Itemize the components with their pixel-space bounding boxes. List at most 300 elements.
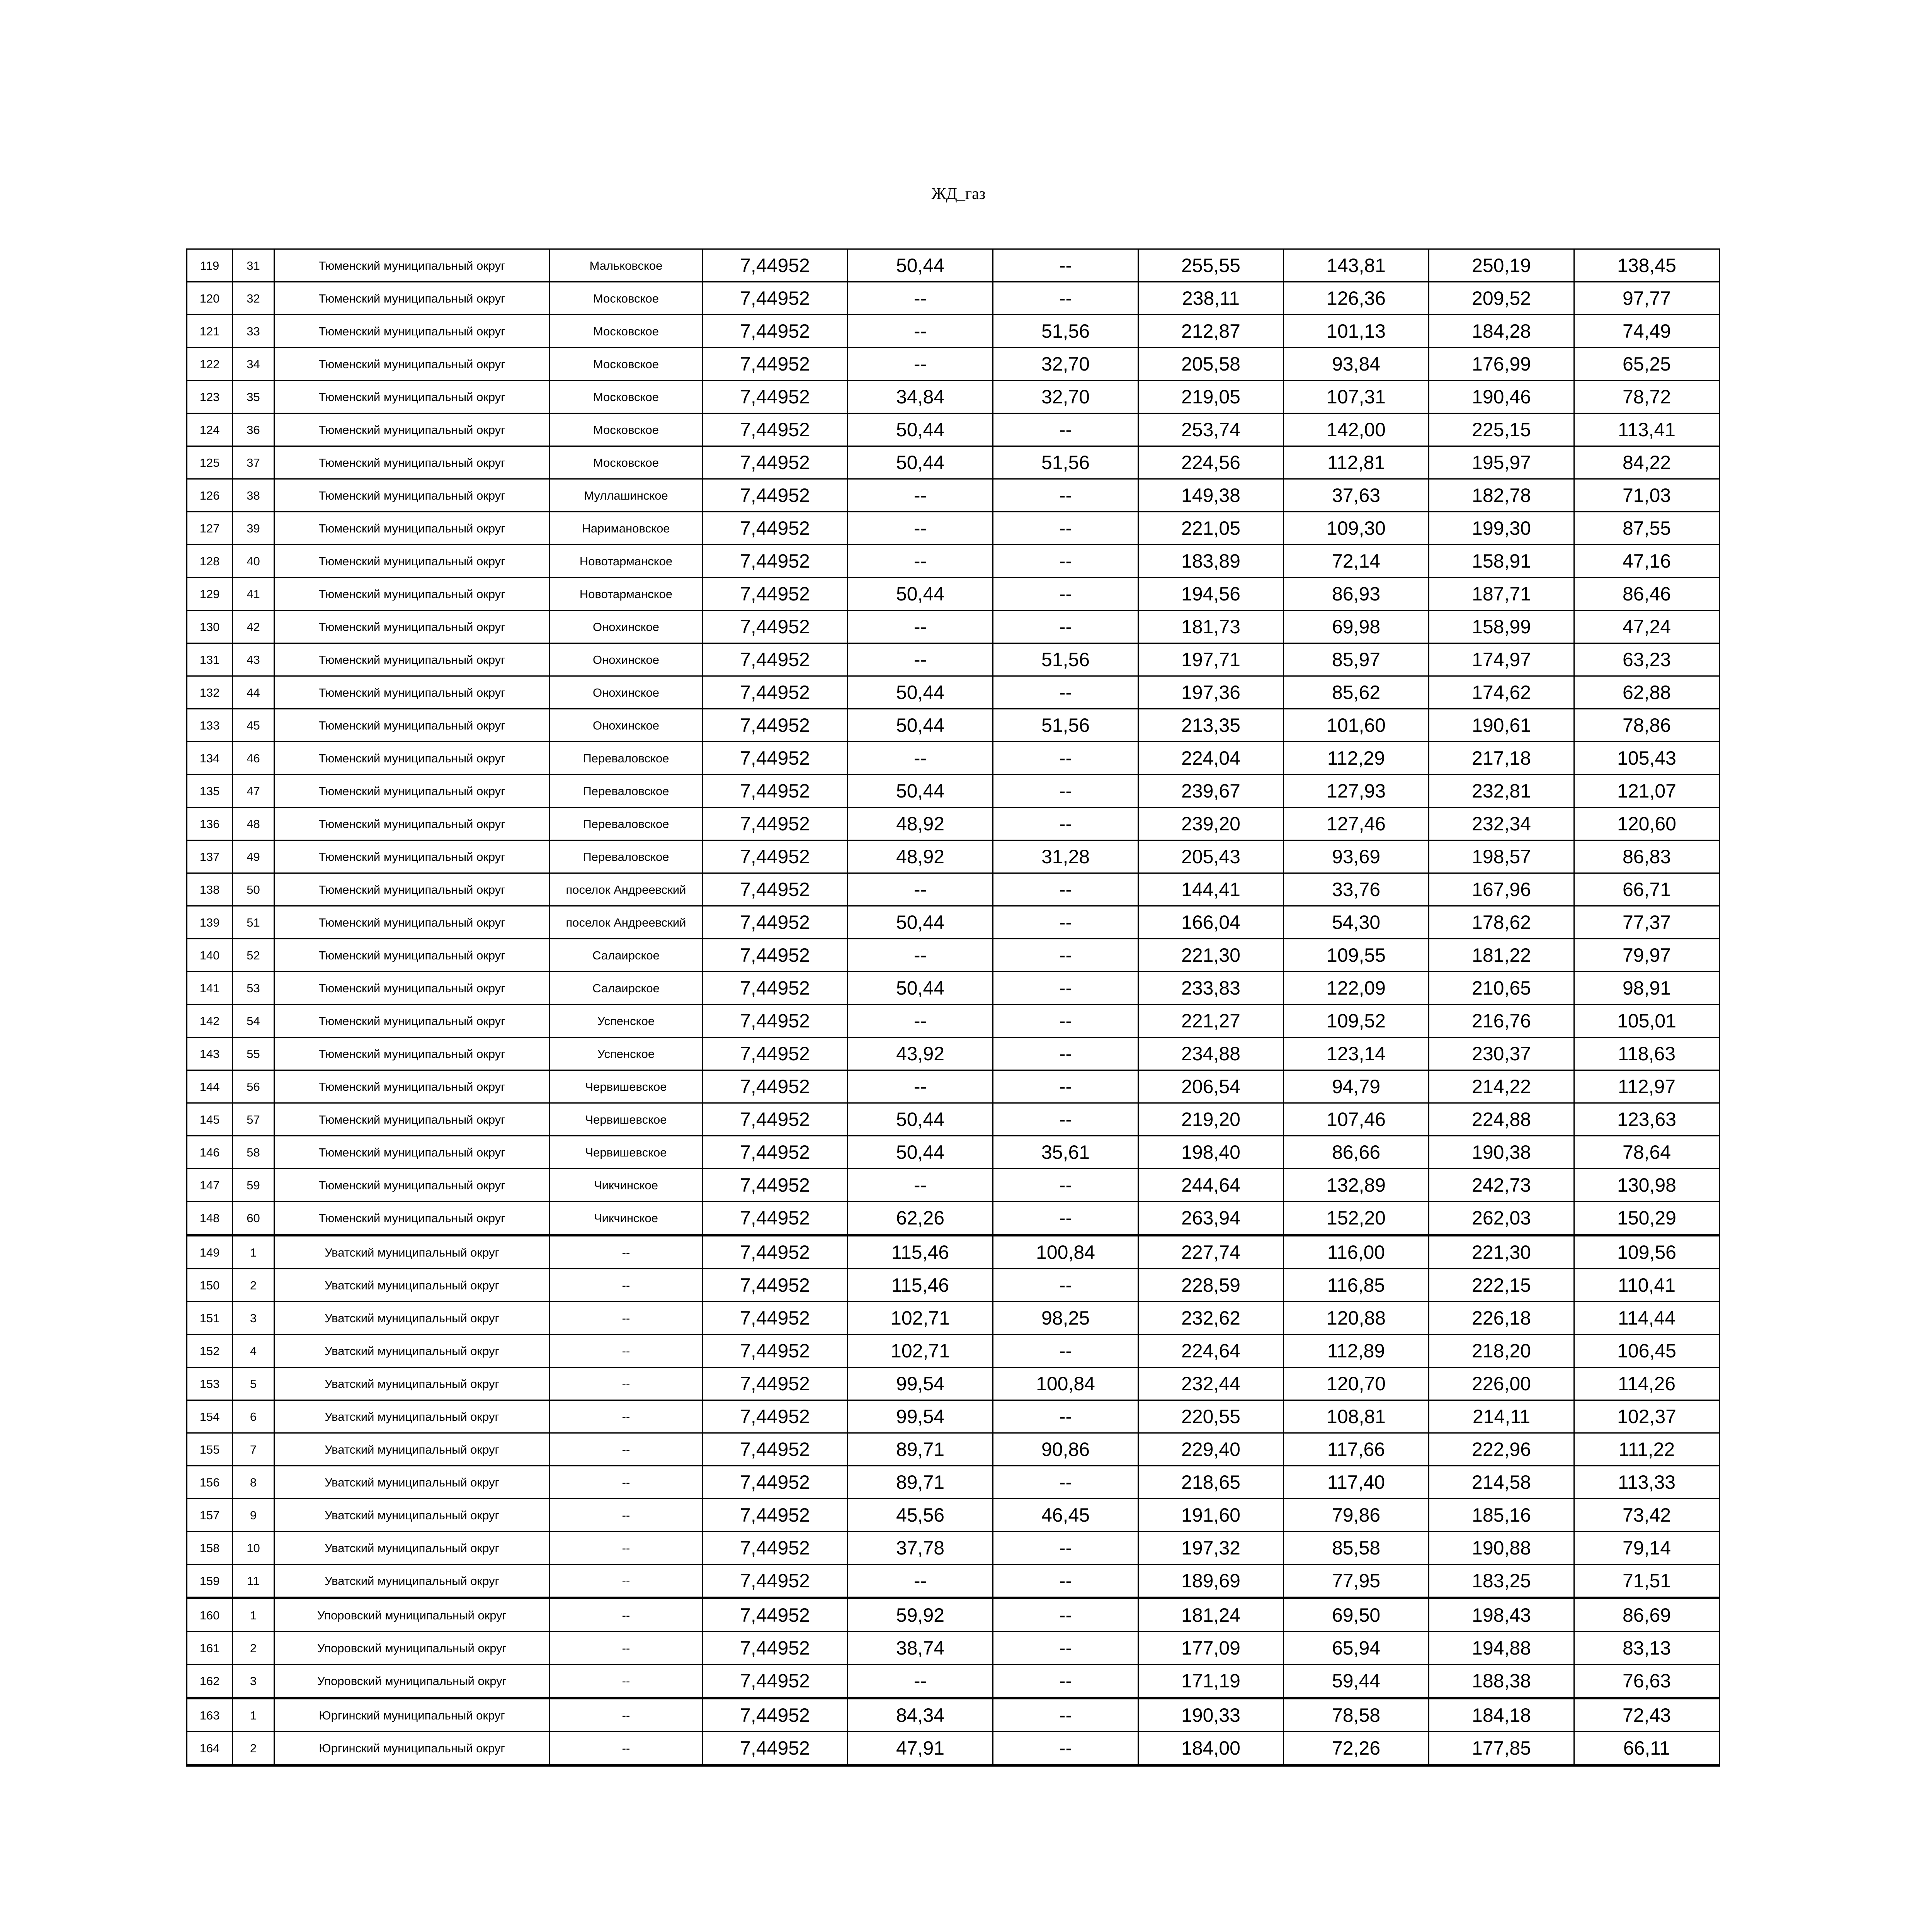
cell-value-5: 37,63: [1284, 479, 1429, 512]
cell-settlement: Червишевское: [550, 1103, 703, 1136]
cell-settlement: --: [550, 1632, 703, 1665]
cell-value-5: 126,36: [1284, 282, 1429, 315]
cell-municipality: Тюменский муниципальный округ: [274, 906, 550, 939]
cell-item-number: 8: [233, 1466, 274, 1499]
cell-value-6: 187,71: [1429, 578, 1574, 611]
cell-row-number: 149: [187, 1235, 233, 1269]
cell-value-1: 7,44952: [703, 709, 848, 742]
cell-value-1: 7,44952: [703, 611, 848, 643]
table-row: [187, 512, 1720, 545]
cell-row-number: 119: [187, 249, 233, 282]
table-row: [187, 446, 1720, 479]
cell-value-3: --: [993, 1269, 1138, 1302]
cell-municipality: Тюменский муниципальный округ: [274, 578, 550, 611]
cell-value-6: 232,81: [1429, 775, 1574, 808]
cell-item-number: 35: [233, 381, 274, 413]
cell-value-4: 234,88: [1138, 1037, 1284, 1070]
cell-value-5: 127,93: [1284, 775, 1429, 808]
cell-value-2: 48,92: [848, 808, 993, 840]
cell-settlement: --: [550, 1269, 703, 1302]
cell-settlement: --: [550, 1532, 703, 1565]
cell-settlement: --: [550, 1565, 703, 1598]
cell-value-4: 239,67: [1138, 775, 1284, 808]
cell-value-4: 181,24: [1138, 1598, 1284, 1632]
cell-value-7: 113,33: [1574, 1466, 1720, 1499]
cell-settlement: Салаирское: [550, 972, 703, 1005]
table-row: [187, 742, 1720, 775]
cell-value-4: 255,55: [1138, 249, 1284, 282]
cell-value-3: 90,86: [993, 1433, 1138, 1466]
cell-value-3: 51,56: [993, 315, 1138, 348]
cell-value-5: 108,81: [1284, 1400, 1429, 1433]
cell-row-number: 138: [187, 873, 233, 906]
cell-value-7: 105,01: [1574, 1005, 1720, 1037]
cell-value-3: --: [993, 742, 1138, 775]
cell-value-6: 250,19: [1429, 249, 1574, 282]
cell-item-number: 11: [233, 1565, 274, 1598]
cell-value-3: --: [993, 1400, 1138, 1433]
cell-item-number: 33: [233, 315, 274, 348]
cell-value-7: 87,55: [1574, 512, 1720, 545]
cell-value-5: 65,94: [1284, 1632, 1429, 1665]
cell-row-number: 126: [187, 479, 233, 512]
cell-value-3: --: [993, 1732, 1138, 1765]
cell-value-6: 174,62: [1429, 676, 1574, 709]
cell-settlement: Московское: [550, 446, 703, 479]
cell-row-number: 153: [187, 1367, 233, 1400]
cell-value-7: 47,16: [1574, 545, 1720, 578]
cell-value-7: 114,26: [1574, 1367, 1720, 1400]
table-row: [187, 1433, 1720, 1466]
table-row: [187, 1665, 1720, 1698]
table-row: [187, 808, 1720, 840]
cell-value-1: 7,44952: [703, 1235, 848, 1269]
cell-value-6: 214,11: [1429, 1400, 1574, 1433]
cell-settlement: Салаирское: [550, 939, 703, 972]
cell-value-2: --: [848, 1169, 993, 1202]
cell-value-7: 105,43: [1574, 742, 1720, 775]
table-row: [187, 1698, 1720, 1732]
cell-value-4: 144,41: [1138, 873, 1284, 906]
cell-value-1: 7,44952: [703, 1499, 848, 1532]
cell-value-3: --: [993, 939, 1138, 972]
cell-municipality: Тюменский муниципальный округ: [274, 775, 550, 808]
cell-value-3: --: [993, 1466, 1138, 1499]
cell-value-4: 166,04: [1138, 906, 1284, 939]
cell-value-5: 117,66: [1284, 1433, 1429, 1466]
cell-item-number: 2: [233, 1269, 274, 1302]
cell-value-4: 205,58: [1138, 348, 1284, 381]
cell-value-3: --: [993, 512, 1138, 545]
table-row: [187, 939, 1720, 972]
cell-value-7: 77,37: [1574, 906, 1720, 939]
cell-municipality: Уватский муниципальный округ: [274, 1269, 550, 1302]
cell-value-4: 183,89: [1138, 545, 1284, 578]
cell-value-3: --: [993, 578, 1138, 611]
cell-municipality: Тюменский муниципальный округ: [274, 808, 550, 840]
cell-value-6: 262,03: [1429, 1202, 1574, 1235]
cell-value-3: --: [993, 1532, 1138, 1565]
cell-value-1: 7,44952: [703, 1169, 848, 1202]
cell-value-5: 79,86: [1284, 1499, 1429, 1532]
cell-item-number: 36: [233, 413, 274, 446]
cell-value-6: 188,38: [1429, 1665, 1574, 1698]
cell-row-number: 146: [187, 1136, 233, 1169]
cell-item-number: 49: [233, 840, 274, 873]
cell-value-4: 171,19: [1138, 1665, 1284, 1698]
cell-row-number: 158: [187, 1532, 233, 1565]
cell-value-1: 7,44952: [703, 808, 848, 840]
cell-value-7: 79,14: [1574, 1532, 1720, 1565]
cell-value-4: 263,94: [1138, 1202, 1284, 1235]
cell-value-7: 120,60: [1574, 808, 1720, 840]
cell-value-4: 197,36: [1138, 676, 1284, 709]
cell-row-number: 125: [187, 446, 233, 479]
cell-item-number: 55: [233, 1037, 274, 1070]
cell-value-1: 7,44952: [703, 381, 848, 413]
cell-value-3: --: [993, 1070, 1138, 1103]
cell-municipality: Уватский муниципальный округ: [274, 1367, 550, 1400]
cell-municipality: Тюменский муниципальный округ: [274, 742, 550, 775]
cell-row-number: 154: [187, 1400, 233, 1433]
cell-value-5: 116,00: [1284, 1235, 1429, 1269]
cell-value-2: --: [848, 282, 993, 315]
table-row: [187, 381, 1720, 413]
cell-value-1: 7,44952: [703, 1598, 848, 1632]
cell-row-number: 131: [187, 643, 233, 676]
cell-value-1: 7,44952: [703, 1732, 848, 1765]
cell-municipality: Тюменский муниципальный округ: [274, 1202, 550, 1235]
table-row: [187, 578, 1720, 611]
cell-value-1: 7,44952: [703, 873, 848, 906]
cell-row-number: 164: [187, 1732, 233, 1765]
cell-value-7: 47,24: [1574, 611, 1720, 643]
cell-value-5: 107,31: [1284, 381, 1429, 413]
cell-value-2: 89,71: [848, 1433, 993, 1466]
cell-value-6: 190,46: [1429, 381, 1574, 413]
cell-value-4: 219,20: [1138, 1103, 1284, 1136]
cell-value-4: 224,04: [1138, 742, 1284, 775]
cell-municipality: Уватский муниципальный округ: [274, 1499, 550, 1532]
cell-value-4: 219,05: [1138, 381, 1284, 413]
cell-value-7: 138,45: [1574, 249, 1720, 282]
cell-value-3: --: [993, 972, 1138, 1005]
cell-value-5: 33,76: [1284, 873, 1429, 906]
cell-value-7: 150,29: [1574, 1202, 1720, 1235]
cell-value-3: --: [993, 775, 1138, 808]
cell-row-number: 139: [187, 906, 233, 939]
cell-value-3: 46,45: [993, 1499, 1138, 1532]
cell-value-6: 199,30: [1429, 512, 1574, 545]
data-table: [186, 248, 1720, 1767]
cell-item-number: 57: [233, 1103, 274, 1136]
cell-value-2: 50,44: [848, 446, 993, 479]
cell-item-number: 51: [233, 906, 274, 939]
cell-municipality: Уватский муниципальный округ: [274, 1335, 550, 1367]
cell-value-1: 7,44952: [703, 249, 848, 282]
cell-municipality: Юргинский муниципальный округ: [274, 1732, 550, 1765]
cell-value-7: 78,86: [1574, 709, 1720, 742]
cell-value-5: 143,81: [1284, 249, 1429, 282]
cell-value-7: 73,42: [1574, 1499, 1720, 1532]
table-row: [187, 1532, 1720, 1565]
table-row: [187, 1466, 1720, 1499]
cell-row-number: 160: [187, 1598, 233, 1632]
cell-value-1: 7,44952: [703, 1466, 848, 1499]
cell-value-2: --: [848, 1665, 993, 1698]
cell-value-2: 38,74: [848, 1632, 993, 1665]
cell-value-2: 50,44: [848, 1103, 993, 1136]
cell-value-2: --: [848, 939, 993, 972]
cell-value-5: 112,81: [1284, 446, 1429, 479]
cell-value-6: 184,18: [1429, 1698, 1574, 1732]
cell-value-2: --: [848, 479, 993, 512]
cell-settlement: Червишевское: [550, 1070, 703, 1103]
cell-value-6: 226,18: [1429, 1302, 1574, 1335]
cell-value-1: 7,44952: [703, 1269, 848, 1302]
cell-value-5: 109,55: [1284, 939, 1429, 972]
cell-value-5: 112,89: [1284, 1335, 1429, 1367]
table-row: [187, 1070, 1720, 1103]
cell-value-1: 7,44952: [703, 446, 848, 479]
table-body: [187, 249, 1720, 1765]
cell-value-3: --: [993, 1565, 1138, 1598]
cell-value-6: 190,38: [1429, 1136, 1574, 1169]
cell-row-number: 156: [187, 1466, 233, 1499]
cell-value-3: --: [993, 1037, 1138, 1070]
cell-value-4: 206,54: [1138, 1070, 1284, 1103]
table-row: [187, 709, 1720, 742]
cell-value-5: 117,40: [1284, 1466, 1429, 1499]
cell-value-4: 239,20: [1138, 808, 1284, 840]
cell-item-number: 42: [233, 611, 274, 643]
cell-value-3: --: [993, 249, 1138, 282]
table-row: [187, 1169, 1720, 1202]
cell-row-number: 140: [187, 939, 233, 972]
cell-value-7: 97,77: [1574, 282, 1720, 315]
cell-row-number: 124: [187, 413, 233, 446]
cell-value-5: 72,26: [1284, 1732, 1429, 1765]
cell-value-3: --: [993, 545, 1138, 578]
cell-item-number: 1: [233, 1598, 274, 1632]
cell-settlement: --: [550, 1732, 703, 1765]
cell-value-1: 7,44952: [703, 1367, 848, 1400]
cell-settlement: Червишевское: [550, 1136, 703, 1169]
cell-settlement: Муллашинское: [550, 479, 703, 512]
cell-settlement: Московское: [550, 348, 703, 381]
table-row: [187, 249, 1720, 282]
cell-value-5: 59,44: [1284, 1665, 1429, 1698]
cell-value-4: 253,74: [1138, 413, 1284, 446]
cell-item-number: 4: [233, 1335, 274, 1367]
cell-value-2: 102,71: [848, 1302, 993, 1335]
cell-value-7: 111,22: [1574, 1433, 1720, 1466]
cell-value-5: 69,98: [1284, 611, 1429, 643]
cell-value-3: --: [993, 1202, 1138, 1235]
cell-value-7: 71,51: [1574, 1565, 1720, 1598]
cell-settlement: поселок Андреевский: [550, 906, 703, 939]
cell-row-number: 142: [187, 1005, 233, 1037]
table-row: [187, 840, 1720, 873]
table-row: [187, 1565, 1720, 1598]
cell-municipality: Уватский муниципальный округ: [274, 1235, 550, 1269]
cell-row-number: 145: [187, 1103, 233, 1136]
cell-row-number: 161: [187, 1632, 233, 1665]
cell-value-7: 78,64: [1574, 1136, 1720, 1169]
cell-value-7: 98,91: [1574, 972, 1720, 1005]
cell-value-6: 222,96: [1429, 1433, 1574, 1466]
cell-value-4: 244,64: [1138, 1169, 1284, 1202]
table-row: [187, 1037, 1720, 1070]
cell-value-5: 72,14: [1284, 545, 1429, 578]
cell-settlement: Переваловское: [550, 808, 703, 840]
cell-value-5: 93,69: [1284, 840, 1429, 873]
cell-municipality: Тюменский муниципальный округ: [274, 643, 550, 676]
cell-row-number: 141: [187, 972, 233, 1005]
cell-value-1: 7,44952: [703, 775, 848, 808]
cell-value-4: 181,73: [1138, 611, 1284, 643]
cell-municipality: Тюменский муниципальный округ: [274, 282, 550, 315]
cell-value-5: 120,88: [1284, 1302, 1429, 1335]
cell-value-4: 238,11: [1138, 282, 1284, 315]
cell-row-number: 157: [187, 1499, 233, 1532]
cell-item-number: 44: [233, 676, 274, 709]
cell-settlement: Онохинское: [550, 676, 703, 709]
cell-value-7: 114,44: [1574, 1302, 1720, 1335]
cell-row-number: 155: [187, 1433, 233, 1466]
table-row: [187, 1136, 1720, 1169]
cell-settlement: Чикчинское: [550, 1169, 703, 1202]
table-row: [187, 1367, 1720, 1400]
cell-value-6: 221,30: [1429, 1235, 1574, 1269]
cell-municipality: Тюменский муниципальный округ: [274, 512, 550, 545]
cell-value-3: --: [993, 479, 1138, 512]
cell-settlement: Онохинское: [550, 611, 703, 643]
cell-settlement: --: [550, 1698, 703, 1732]
cell-value-7: 112,97: [1574, 1070, 1720, 1103]
table-row: [187, 611, 1720, 643]
table-row: [187, 643, 1720, 676]
cell-value-3: 31,28: [993, 840, 1138, 873]
cell-value-2: 99,54: [848, 1400, 993, 1433]
cell-value-4: 218,65: [1138, 1466, 1284, 1499]
cell-value-2: --: [848, 348, 993, 381]
table-row: [187, 1005, 1720, 1037]
cell-value-7: 86,83: [1574, 840, 1720, 873]
cell-row-number: 144: [187, 1070, 233, 1103]
cell-value-2: --: [848, 643, 993, 676]
cell-value-2: 89,71: [848, 1466, 993, 1499]
cell-row-number: 134: [187, 742, 233, 775]
cell-value-6: 216,76: [1429, 1005, 1574, 1037]
cell-value-1: 7,44952: [703, 972, 848, 1005]
cell-value-7: 62,88: [1574, 676, 1720, 709]
cell-settlement: --: [550, 1335, 703, 1367]
table-row: [187, 413, 1720, 446]
cell-item-number: 5: [233, 1367, 274, 1400]
cell-item-number: 9: [233, 1499, 274, 1532]
cell-value-1: 7,44952: [703, 1698, 848, 1732]
cell-settlement: --: [550, 1235, 703, 1269]
cell-value-3: 32,70: [993, 381, 1138, 413]
cell-value-3: --: [993, 1632, 1138, 1665]
cell-row-number: 163: [187, 1698, 233, 1732]
cell-municipality: Тюменский муниципальный округ: [274, 348, 550, 381]
cell-value-4: 233,83: [1138, 972, 1284, 1005]
cell-settlement: Онохинское: [550, 643, 703, 676]
cell-value-1: 7,44952: [703, 1565, 848, 1598]
table-row: [187, 1335, 1720, 1367]
cell-settlement: --: [550, 1466, 703, 1499]
cell-settlement: --: [550, 1598, 703, 1632]
table-row: [187, 1499, 1720, 1532]
cell-value-2: --: [848, 1565, 993, 1598]
cell-row-number: 121: [187, 315, 233, 348]
cell-item-number: 1: [233, 1698, 274, 1732]
cell-value-6: 167,96: [1429, 873, 1574, 906]
cell-value-1: 7,44952: [703, 1103, 848, 1136]
cell-value-5: 54,30: [1284, 906, 1429, 939]
cell-value-4: 232,62: [1138, 1302, 1284, 1335]
cell-value-1: 7,44952: [703, 1302, 848, 1335]
cell-municipality: Тюменский муниципальный округ: [274, 676, 550, 709]
cell-item-number: 10: [233, 1532, 274, 1565]
cell-value-5: 132,89: [1284, 1169, 1429, 1202]
cell-row-number: 120: [187, 282, 233, 315]
cell-value-1: 7,44952: [703, 840, 848, 873]
cell-value-5: 122,09: [1284, 972, 1429, 1005]
cell-value-6: 158,91: [1429, 545, 1574, 578]
cell-value-6: 158,99: [1429, 611, 1574, 643]
cell-value-7: 63,23: [1574, 643, 1720, 676]
cell-value-4: 229,40: [1138, 1433, 1284, 1466]
cell-value-6: 177,85: [1429, 1732, 1574, 1765]
cell-value-7: 79,97: [1574, 939, 1720, 972]
cell-value-7: 113,41: [1574, 413, 1720, 446]
cell-value-3: 51,56: [993, 446, 1138, 479]
cell-value-3: 35,61: [993, 1136, 1138, 1169]
cell-value-2: 115,46: [848, 1235, 993, 1269]
table-row: [187, 873, 1720, 906]
cell-value-3: 51,56: [993, 643, 1138, 676]
cell-row-number: 162: [187, 1665, 233, 1698]
cell-item-number: 46: [233, 742, 274, 775]
cell-value-4: 149,38: [1138, 479, 1284, 512]
cell-value-3: --: [993, 1005, 1138, 1037]
cell-municipality: Юргинский муниципальный округ: [274, 1698, 550, 1732]
cell-item-number: 6: [233, 1400, 274, 1433]
cell-value-4: 197,71: [1138, 643, 1284, 676]
cell-value-3: --: [993, 282, 1138, 315]
cell-value-2: --: [848, 742, 993, 775]
table-row: [187, 1400, 1720, 1433]
cell-item-number: 31: [233, 249, 274, 282]
cell-value-6: 222,15: [1429, 1269, 1574, 1302]
cell-item-number: 2: [233, 1632, 274, 1665]
cell-settlement: Переваловское: [550, 742, 703, 775]
cell-municipality: Упоровский муниципальный округ: [274, 1632, 550, 1665]
cell-item-number: 37: [233, 446, 274, 479]
cell-value-7: 78,72: [1574, 381, 1720, 413]
cell-value-7: 74,49: [1574, 315, 1720, 348]
cell-municipality: Уватский муниципальный округ: [274, 1532, 550, 1565]
cell-value-6: 183,25: [1429, 1565, 1574, 1598]
cell-settlement: Московское: [550, 282, 703, 315]
cell-value-5: 85,58: [1284, 1532, 1429, 1565]
cell-settlement: поселок Андреевский: [550, 873, 703, 906]
cell-value-1: 7,44952: [703, 413, 848, 446]
cell-value-3: --: [993, 1665, 1138, 1698]
